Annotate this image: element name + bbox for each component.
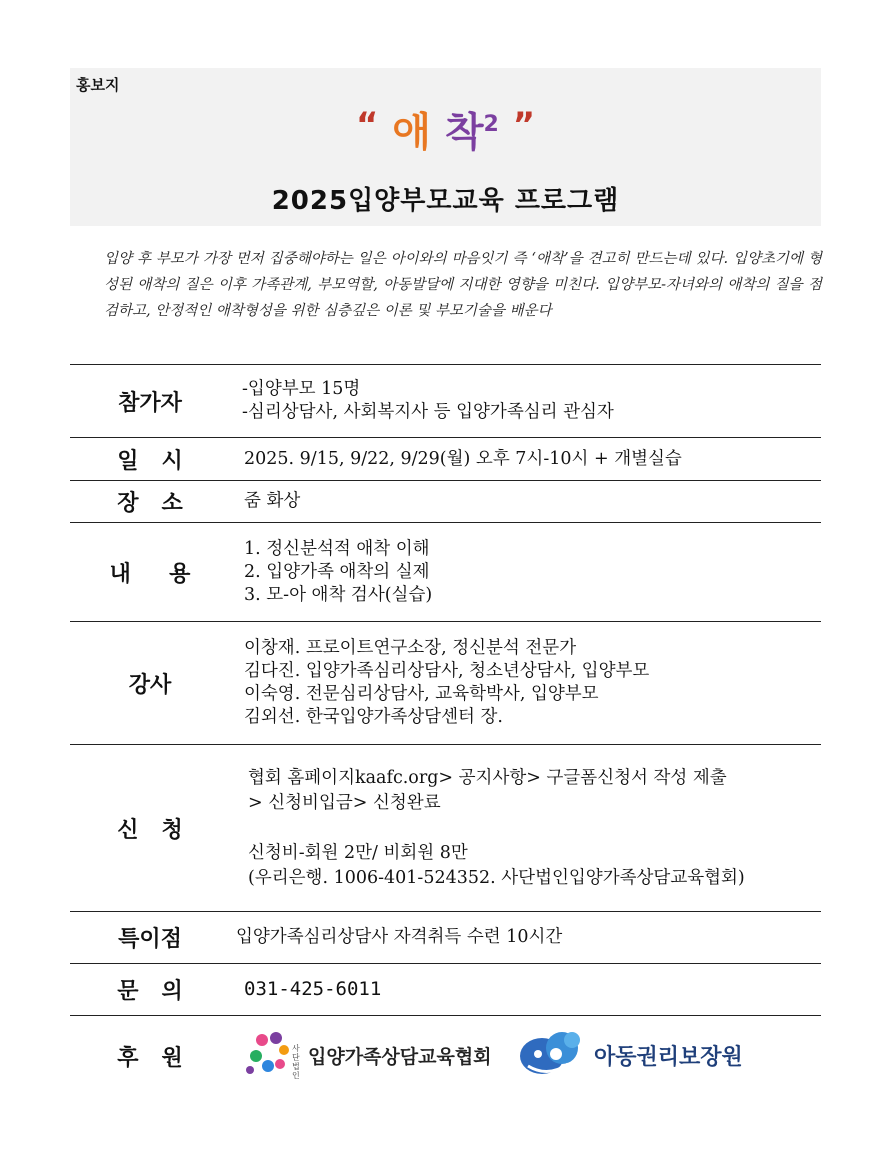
apply-line: 협회 홈페이지kaafc.org> 공지사항> 구글폼신청서 작성 제출	[248, 767, 727, 788]
quote-close: ”	[512, 105, 536, 145]
content-item: 2. 입양가족 애착의 실제	[244, 561, 430, 582]
date-label: 일 시	[117, 448, 183, 474]
title-superscript: 2	[483, 112, 499, 137]
participants-line: -심리상담사, 사회복지사 등 입양가족심리 관심자	[242, 402, 614, 422]
row-lecturers	[70, 622, 821, 745]
ncrc-logo	[518, 1026, 748, 1082]
kaafc-logo-text: 입양가족상담교육협회	[308, 1046, 492, 1068]
lecturers-value	[244, 637, 649, 729]
lecturer-line: 이숙영. 전문심리상담사, 교육학박사, 입양부모	[244, 684, 599, 704]
kaafc-small-text: 사단법인	[292, 1044, 300, 1080]
inquiry-label: 문 의	[117, 979, 183, 1004]
apply-blank-line	[248, 816, 745, 841]
lecturer-line: 김다진. 입양가족심리상담사, 청소년상담사, 입양부모	[244, 661, 650, 681]
place-label: 장 소	[117, 491, 183, 516]
main-title	[70, 100, 821, 157]
intro-paragraph: 입양 후 부모가 가장 먼저 집중해야하는 일은 아이와의 마음잇기 즉 ‘애착’을 견고히 만드는데 있다. 입양초기에 형성된 애착의 질은 이후 가족관계, 부모역할, 아동발달에 지대한 영향을 미친다. 입양부모-자녀와의 애착의 질을 점검하고, 안정적인 애착형성을 위한 심층깊은 이론 및 부모기술을 배운다	[104, 251, 822, 319]
ncrc-logo-mark	[518, 1026, 588, 1082]
special-value: 입양가족심리상담사 자격취득 수련 10시간	[236, 927, 563, 947]
row-special	[70, 912, 821, 964]
lecturer-line: 김외선. 한국입양가족상담센터 장.	[244, 707, 503, 727]
place-value: 줌 화상	[244, 491, 301, 511]
row-place	[70, 481, 821, 523]
ncrc-logo-text: 아동권리보장원	[594, 1045, 743, 1070]
apply-value	[248, 766, 745, 891]
inquiry-phone: 031-425-6011	[244, 978, 382, 1000]
date-value: 2025. 9/15, 9/22, 9/29(월) 오후 7시-10시 + 개별실습	[244, 448, 682, 469]
quote-open: “	[355, 105, 379, 145]
title-char-1: 애	[392, 109, 431, 156]
content-label: 내 용	[109, 561, 191, 587]
info-table	[70, 364, 821, 1096]
apply-line: 신청비-회원 2만/ 비회원 8만	[248, 842, 468, 863]
program-subtitle: 2025입양부모교육 프로그램	[271, 186, 620, 216]
lecturers-label: 강사	[128, 672, 172, 698]
apply-line: (우리은행. 1006-401-524352. 사단법인입양가족상담교육협회)	[248, 867, 745, 888]
header-box	[70, 68, 821, 226]
row-apply	[70, 745, 821, 912]
apply-line: > 신청비입금> 신청완료	[248, 792, 441, 813]
title-char-2: 착	[444, 109, 484, 156]
lecturer-line: 이창재. 프로이트연구소장, 정신분석 전문가	[244, 638, 577, 658]
participants-label: 참가자	[118, 390, 182, 416]
row-content	[70, 523, 821, 622]
apply-label: 신 청	[117, 817, 183, 843]
content-item: 1. 정신분석적 애착 이해	[244, 538, 430, 559]
kaafc-logo	[242, 1030, 492, 1080]
row-date	[70, 438, 821, 481]
row-participants	[70, 365, 821, 438]
row-sponsor	[70, 1016, 821, 1096]
special-label: 특이점	[118, 927, 182, 952]
participants-value	[242, 378, 614, 424]
row-inquiry	[70, 964, 821, 1016]
doc-tag: 홍보지	[76, 76, 120, 94]
sponsor-label: 후 원	[117, 1045, 183, 1071]
content-item: 3. 모-아 애착 검사(실습)	[244, 584, 433, 605]
content-value	[244, 538, 432, 607]
participants-line: -입양부모 15명	[242, 379, 361, 399]
